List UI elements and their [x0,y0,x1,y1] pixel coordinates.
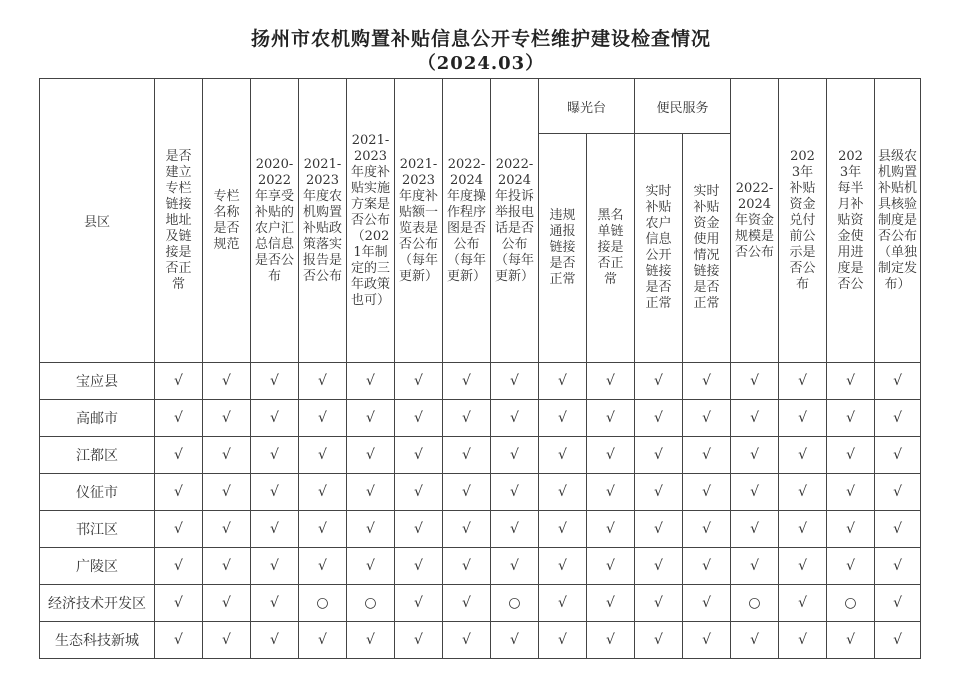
status-cell: √ [779,622,827,659]
status-cell: ○ [347,585,395,622]
status-cell: √ [395,363,443,400]
status-cell: √ [299,437,347,474]
status-cell: √ [251,474,299,511]
header-col-15: 2023年每半月补贴资金使用进度是否公 [827,79,875,363]
county-cell: 经济技术开发区 [40,585,155,622]
header-col-6: 2021-2023年度补贴额一览表是否公布（每年更新） [395,79,443,363]
status-cell: √ [395,511,443,548]
status-cell: √ [539,622,587,659]
status-cell: √ [299,622,347,659]
status-cell: √ [779,400,827,437]
status-cell: √ [299,400,347,437]
status-cell: √ [875,400,921,437]
status-cell: √ [875,363,921,400]
status-cell: √ [731,437,779,474]
status-cell: √ [635,548,683,585]
status-cell: √ [251,548,299,585]
county-cell: 广陵区 [40,548,155,585]
status-cell: √ [347,474,395,511]
header-col-1: 是否建立专栏链接地址及链接是否正常 [155,79,203,363]
status-cell: √ [347,437,395,474]
status-cell: √ [443,400,491,437]
status-cell: √ [539,437,587,474]
status-cell: √ [299,511,347,548]
status-cell: √ [395,622,443,659]
header-col-4: 2021-2023年度农机购置补贴政策落实报告是否公布 [299,79,347,363]
status-cell: √ [635,363,683,400]
status-cell: √ [875,548,921,585]
status-cell: √ [875,437,921,474]
status-cell: √ [395,548,443,585]
header-col-9: 违规通报链接是否正常 [539,134,587,363]
status-cell: √ [827,474,875,511]
status-cell: √ [251,437,299,474]
status-cell: √ [203,585,251,622]
status-cell: √ [731,622,779,659]
header-col-7: 2022-2024年度操作程序图是否公布（每年更新） [443,79,491,363]
county-cell: 仪征市 [40,474,155,511]
table-header [40,79,921,363]
status-cell: √ [491,400,539,437]
status-cell: √ [683,548,731,585]
status-cell: √ [731,400,779,437]
status-cell: √ [587,548,635,585]
status-cell: √ [827,548,875,585]
status-cell: √ [683,363,731,400]
county-cell: 江都区 [40,437,155,474]
status-cell: √ [203,622,251,659]
status-cell: √ [491,437,539,474]
status-cell: √ [347,511,395,548]
status-cell: √ [347,400,395,437]
status-cell: √ [395,400,443,437]
status-cell: √ [587,474,635,511]
status-cell: √ [347,548,395,585]
status-cell: √ [635,474,683,511]
status-cell: √ [155,400,203,437]
status-cell: ○ [827,585,875,622]
status-cell: √ [683,400,731,437]
status-cell: √ [635,437,683,474]
status-cell: √ [443,622,491,659]
status-cell: √ [491,511,539,548]
county-cell: 邗江区 [40,511,155,548]
inspection-table [39,78,921,659]
header-col-11: 实时补贴农户信息公开链接是否正常 [635,134,683,363]
status-cell: √ [731,511,779,548]
county-cell: 生态科技新城 [40,622,155,659]
status-cell: √ [779,363,827,400]
table-row [40,363,921,400]
status-cell: √ [827,363,875,400]
page-subtitle: （2024.03） [417,53,545,74]
status-cell: √ [587,363,635,400]
status-cell: √ [587,622,635,659]
status-cell: √ [827,400,875,437]
table-row [40,622,921,659]
header-col-16: 县级农机购置补贴机具核验制度是否公布（单独制定发布） [875,79,921,363]
status-cell: √ [539,474,587,511]
status-cell: √ [587,585,635,622]
status-cell: √ [443,363,491,400]
status-cell: √ [875,474,921,511]
status-cell: ○ [299,585,347,622]
status-cell: √ [683,622,731,659]
status-cell: √ [539,363,587,400]
status-cell: √ [395,474,443,511]
status-cell: √ [779,548,827,585]
status-cell: √ [731,363,779,400]
status-cell: √ [587,511,635,548]
status-cell: √ [731,548,779,585]
status-cell: √ [683,474,731,511]
status-cell: ○ [491,585,539,622]
status-cell: √ [251,511,299,548]
status-cell: √ [539,548,587,585]
status-cell: √ [491,474,539,511]
status-cell: √ [587,400,635,437]
status-cell: √ [203,511,251,548]
status-cell: √ [491,622,539,659]
table-row [40,400,921,437]
header-col-2: 专栏名称是否规范 [203,79,251,363]
status-cell: √ [635,585,683,622]
status-cell: √ [155,437,203,474]
status-cell: √ [395,437,443,474]
status-cell: √ [875,622,921,659]
status-cell: √ [203,474,251,511]
status-cell: √ [251,400,299,437]
header-county: 县区 [40,79,155,363]
status-cell: √ [587,437,635,474]
status-cell: √ [827,511,875,548]
status-cell: √ [779,511,827,548]
status-cell: √ [347,363,395,400]
status-cell: √ [203,437,251,474]
status-cell: √ [875,585,921,622]
status-cell: √ [443,548,491,585]
header-col-12: 实时补贴资金使用情况链接是否正常 [683,134,731,363]
status-cell: √ [875,511,921,548]
status-cell: √ [443,474,491,511]
county-cell: 宝应县 [40,363,155,400]
page-title: 扬州市农机购置补贴信息公开专栏维护建设检查情况 [250,28,711,50]
status-cell: √ [635,511,683,548]
status-cell: √ [539,511,587,548]
status-cell: √ [155,474,203,511]
header-col-14: 2023年补贴资金兑付前公示是否公布 [779,79,827,363]
header-group-service: 便民服务 [635,79,731,134]
status-cell: √ [779,474,827,511]
status-cell: √ [299,363,347,400]
status-cell: √ [155,363,203,400]
header-group-exposure: 曝光台 [539,79,635,134]
table-row [40,474,921,511]
header-col-13: 2022-2024年资金规模是否公布 [731,79,779,363]
status-cell: √ [779,437,827,474]
status-cell: √ [539,585,587,622]
status-cell: √ [251,585,299,622]
status-cell: √ [155,511,203,548]
status-cell: √ [155,622,203,659]
table-row [40,437,921,474]
status-cell: √ [299,548,347,585]
status-cell: √ [443,437,491,474]
status-cell: √ [539,400,587,437]
table-row [40,585,921,622]
status-cell: √ [827,437,875,474]
header-col-10: 黑名单链接是否正常 [587,134,635,363]
table-row [40,548,921,585]
table-row [40,511,921,548]
status-cell: √ [251,363,299,400]
status-cell: √ [299,474,347,511]
status-cell: √ [827,622,875,659]
header-col-3: 2020-2022年享受补贴的农户汇总信息是否公布 [251,79,299,363]
status-cell: √ [779,585,827,622]
table-body [40,363,921,659]
status-cell: √ [491,363,539,400]
status-cell: √ [203,400,251,437]
status-cell: √ [731,474,779,511]
status-cell: √ [347,622,395,659]
header-col-5: 2021-2023年度补贴实施方案是否公布（2021年制定的三年政策也可） [347,79,395,363]
status-cell: √ [203,363,251,400]
status-cell: √ [203,548,251,585]
county-cell: 高邮市 [40,400,155,437]
status-cell: √ [683,511,731,548]
status-cell: ○ [731,585,779,622]
status-cell: √ [491,548,539,585]
status-cell: √ [155,585,203,622]
status-cell: √ [683,437,731,474]
status-cell: √ [395,585,443,622]
header-col-8: 2022-2024年投诉举报电话是否公布（每年更新） [491,79,539,363]
status-cell: √ [251,622,299,659]
status-cell: √ [635,622,683,659]
status-cell: √ [683,585,731,622]
status-cell: √ [155,548,203,585]
status-cell: √ [443,511,491,548]
status-cell: √ [635,400,683,437]
status-cell: √ [443,585,491,622]
